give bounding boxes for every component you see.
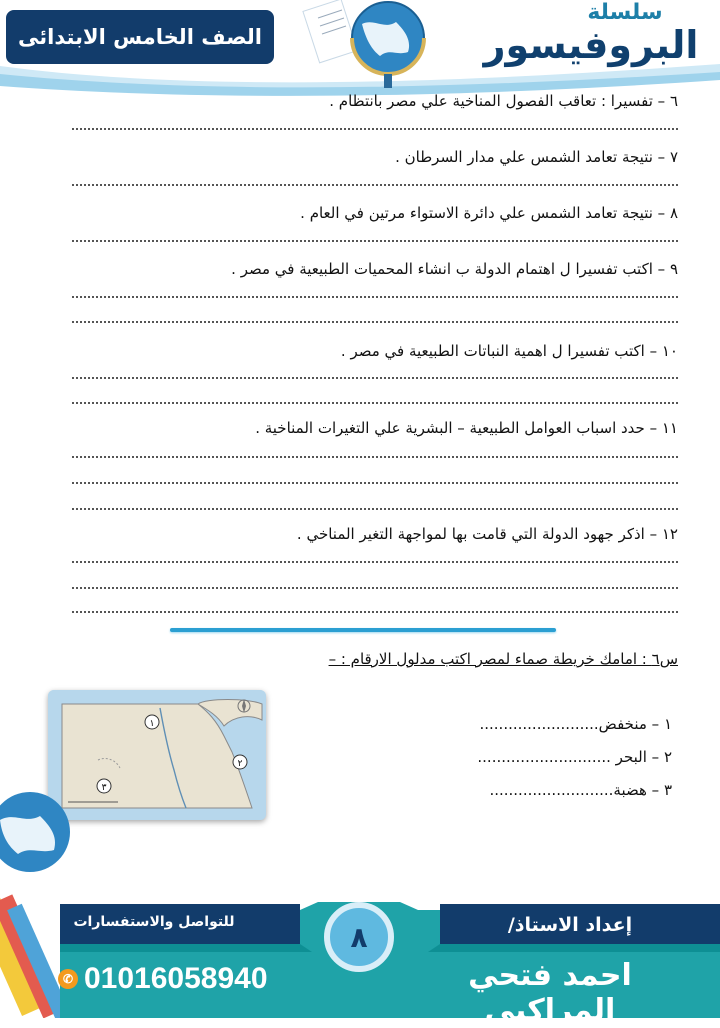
series-title: البروفيسور xyxy=(483,23,699,67)
answer-line[interactable] xyxy=(72,561,678,563)
section-divider xyxy=(170,628,556,632)
answer-line[interactable] xyxy=(72,128,678,130)
page-number-badge xyxy=(324,902,394,972)
question-11: ١١ – حدد اسباب العوامل الطبيعية – البشرية علي التغيرات المناخية . xyxy=(255,419,678,437)
answer-line[interactable] xyxy=(72,184,678,186)
egypt-blank-map xyxy=(48,690,266,820)
question-12: ١٢ – اذكر جهود الدولة التي قامت بها لمواجهة التغير المناخي . xyxy=(296,525,678,543)
question-6: ٦ – تفسيرا : تعاقب الفصول المناخية علي مصر بانتظام . xyxy=(329,92,678,110)
contact-label: للتواصل والاستفسارات xyxy=(73,914,235,930)
page-number: ٨ xyxy=(350,920,368,954)
answer-line[interactable] xyxy=(72,321,678,323)
answer-line[interactable] xyxy=(72,240,678,242)
map-marker-1-label: ١ xyxy=(149,719,155,729)
answer-plateau[interactable]: ٣ – هضبة.......................... xyxy=(489,781,672,799)
author-name: احمد فتحي المراكبي xyxy=(468,958,632,1028)
answer-line[interactable] xyxy=(72,377,678,379)
phone-number[interactable]: 01016058940 xyxy=(84,962,268,995)
question-7: ٧ – نتيجة تعامد الشمس علي مدار السرطان . xyxy=(395,148,678,166)
answer-line[interactable] xyxy=(72,456,678,458)
question-8: ٨ – نتيجة تعامد الشمس علي دائرة الاستواء مرتين في العام . xyxy=(300,204,678,222)
answer-line[interactable] xyxy=(72,402,678,404)
author-label: إعداد الاستاذ/ xyxy=(507,914,633,936)
egypt-map-drawing xyxy=(48,690,266,820)
question-9: ٩ – اكتب تفسيرا ل اهتمام الدولة ب انشاء المحميات الطبيعية في مصر . xyxy=(231,260,678,278)
answer-line[interactable] xyxy=(72,611,678,613)
answer-line[interactable] xyxy=(72,296,678,298)
grade-title: الصف الخامس الابتدائى xyxy=(18,25,262,49)
answer-line[interactable] xyxy=(72,482,678,484)
answer-line[interactable] xyxy=(72,587,678,589)
map-question: س٦ : امامك خريطة صماء لمصر اكتب مدلول الارقام : – xyxy=(328,650,678,668)
globe-illustration xyxy=(300,0,440,90)
map-marker-3-label: ٣ xyxy=(101,783,107,793)
series-label: سلسلة xyxy=(587,0,663,25)
map-marker-2-label: ٢ xyxy=(237,759,243,769)
answer-sea[interactable]: ٢ – البحر ............................ xyxy=(477,748,672,766)
phone-contact[interactable] xyxy=(58,962,288,996)
grade-title-box xyxy=(6,10,274,64)
answer-line[interactable] xyxy=(72,508,678,510)
answer-depression[interactable]: ١ – منخفض......................... xyxy=(479,715,672,733)
phone-icon: ✆ xyxy=(58,969,78,989)
question-10: ١٠ – اكتب تفسيرا ل اهمية النباتات الطبيعية في مصر . xyxy=(340,342,678,360)
